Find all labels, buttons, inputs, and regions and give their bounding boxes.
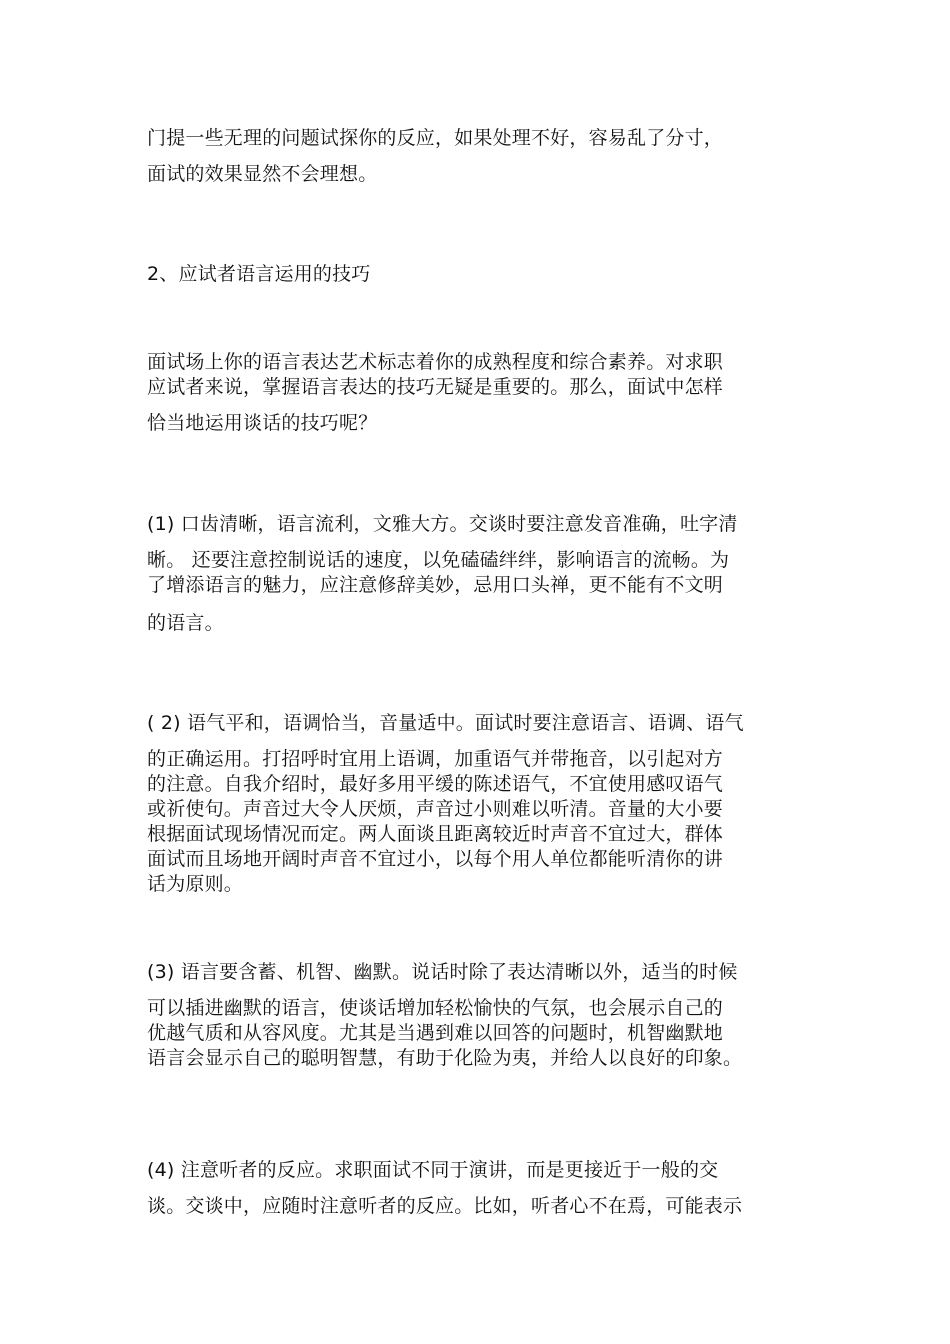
text-line: ( 2) 语气平和，语调恰当，音量适中。面试时要注意语言、语调、语气: [147, 712, 744, 734]
text-line: 语言会显示自己的聪明智慧，有助于化险为夷，并给人以良好的印象。: [147, 1047, 743, 1069]
section-heading: 2、应试者语言运用的技巧: [147, 263, 371, 285]
text-line: 可以插进幽默的语言，使谈话增加轻松愉快的气氛，也会展示自己的: [147, 997, 724, 1019]
text-line: 应试者来说，掌握语言表达的技巧无疑是重要的。那么，面试中怎样: [147, 376, 724, 398]
text-line: 谈。交谈中，应随时注意听者的反应。比如，听者心不在焉，可能表示: [147, 1195, 743, 1217]
text-line: 晰。 还要注意控制说话的速度，以免磕磕绊绊，影响语言的流畅。为: [147, 549, 730, 571]
text-line: 了增添语言的魅力，应注意修辞美妙，忌用口头禅，更不能有不文明: [147, 574, 724, 596]
text-line: (1) 口齿清晰，语言流利，文雅大方。交谈时要注意发音准确，吐字清: [147, 513, 738, 535]
text-line: 的正确运用。打招呼时宜用上语调，加重语气并带拖音，以引起对方: [147, 748, 724, 770]
text-line: 的注意。自我介绍时，最好多用平缓的陈述语气，不宜使用感叹语气: [147, 773, 724, 795]
text-line: 的语言。: [147, 612, 224, 634]
text-line: 面试而且场地开阔时声音不宜过小，以每个用人单位都能听清你的讲: [147, 848, 724, 870]
text-line: 面试场上你的语言表达艺术标志着你的成熟程度和综合素养。对求职: [147, 351, 724, 373]
text-line: 恰当地运用谈话的技巧呢？: [147, 412, 378, 434]
text-line: 或祈使句。声音过大令人厌烦，声音过小则难以听清。音量的大小要: [147, 798, 724, 820]
text-line: (4) 注意听者的反应。求职面试不同于演讲，而是更接近于一般的交: [147, 1159, 719, 1181]
text-line: 优越气质和从容风度。尤其是当遇到难以回答的问题时，机智幽默地: [147, 1022, 724, 1044]
text-line: 话为原则。: [147, 873, 244, 895]
text-line: 门提一些无理的问题试探你的反应，如果处理不好，容易乱了分寸，: [147, 127, 724, 149]
text-line: (3) 语言要含蓄、机智、幽默。说话时除了表达清晰以外，适当的时候: [147, 961, 738, 983]
text-line: 根据面试现场情况而定。两人面谈且距离较近时声音不宜过大，群体: [147, 823, 724, 845]
text-line: 面试的效果显然不会理想。: [147, 163, 378, 185]
